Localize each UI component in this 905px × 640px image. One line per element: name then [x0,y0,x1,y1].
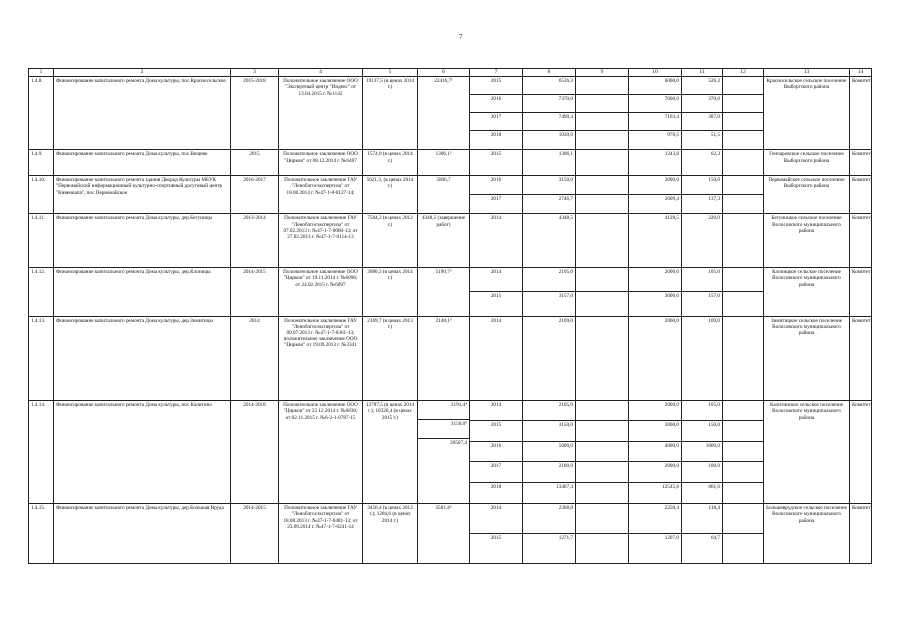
table-row [29,214,872,268]
funding-year: 2016 [470,176,522,195]
col-header: 7 [470,69,523,77]
estimated-cost: 12787,5 (в ценах 2014 г.); 10320,4 (в ценах 2015 г.) [363,401,418,504]
total-cost: 20507,4 [450,440,467,447]
year-total: 5000,0 [523,442,575,462]
executor: Зимитицкое сельское поселение Волосовского муниципального района [764,316,850,401]
year-total: 13407,4 [556,483,573,490]
work-period: 2014 [231,316,279,401]
federal-budget-cell [576,401,629,504]
object-name: Финансирование капитального ремонта Дома культуры, дер.Большая Вруда [54,504,231,564]
federal-budget [576,113,628,131]
regional-budget: 2060,0 [664,317,679,324]
total-cost: 5896,7 [418,176,470,214]
funding-year: 2014 [490,215,502,222]
regional-budget: 7103,4 [629,113,681,131]
local-budget: 861,6 [708,483,720,490]
funding-year: 2017 [490,195,502,202]
federal-budget-cell [576,214,629,268]
federal-budget [576,292,628,316]
table-row [29,77,872,150]
work-period: 2014-2015 [231,268,279,316]
executor: Первомайское сельское поселение Выборгского района [764,176,850,214]
federal-budget [576,214,628,267]
regional-budget: 2609,4 [664,195,679,202]
row-number: 1.4.10. [29,176,54,214]
col-header: 13 [764,69,850,77]
object-name: Финансирование капитального ремонта Дома культуры, пос.Красносельское [54,77,231,150]
table-row [29,401,872,504]
regional-budget: 6000,0 [629,77,681,95]
regional-budget-cell [629,77,682,150]
object-name: Финансирование капитального ремонта Дома культуры, пос.Вещево [54,150,231,176]
other-sources-cell [723,504,764,564]
total-cost: 3150,0⁵ [418,420,469,439]
other-sources [723,421,763,441]
regional-budget-cell [629,316,682,401]
federal-budget [576,176,628,195]
total-cost: 2148,1³ [418,316,470,401]
estimated-cost: 2169,7 (в ценах 2013 г.) [363,316,418,401]
year-total: 2105,0 [523,268,575,292]
executor: Большеврудское сельское поселение Волосовского муниципального района [764,504,850,564]
col-header: 12 [723,69,764,77]
total-cost: 5190,7³ [418,268,470,316]
other-sources [723,195,763,214]
local-budget: 105,0 [682,268,722,292]
year-total: 3157,0 [558,292,573,299]
funding-year: 2014 [490,317,502,324]
col-header: 8 [523,69,576,77]
year-total: 2169,0 [558,317,573,324]
local-budget-cell [682,504,723,564]
other-sources [723,77,763,95]
col-header: 4 [279,69,363,77]
col-header: 9 [576,69,629,77]
regional-budget: 3000,0 [629,176,681,195]
work-period: 2014-2018 [231,401,279,504]
local-budget: 137,3 [708,195,720,202]
regional-budget: 4128,5 [664,215,679,222]
local-budget-cell [682,268,723,316]
funding-year: 2014 [470,504,522,533]
row-number: 1.4.15. [29,504,54,564]
object-name: Финансирование капитального ремонта Дома культуры, дер.Клопицы [54,268,231,316]
regional-budget: 4000,0 [629,442,681,462]
other-sources [723,534,763,563]
row-number: 1.4.14. [29,401,54,504]
responsible-committee: Комитет [850,77,872,150]
federal-budget-cell [576,176,629,214]
work-period: 2015-2018 [231,77,279,150]
local-budget-cell [682,150,723,176]
executor: Красносельское сельское поселение Выборгского района [764,77,850,150]
year-total: 2746,7 [558,195,573,202]
year-total-cell [523,316,576,401]
other-sources [723,150,763,175]
row-number: 1.4.9. [29,150,54,176]
federal-budget [576,77,628,95]
other-sources-cell [723,176,764,214]
funding-year: 2016 [470,442,522,462]
funding-year-cell [470,268,523,316]
federal-budget [576,442,628,462]
other-sources [723,462,763,482]
regional-budget: 2250,4 [629,504,681,533]
local-budget-cell [682,316,723,401]
federal-budget [576,131,628,149]
table-row [29,150,872,176]
local-budget: 62,3 [710,151,720,158]
regional-budget-cell [629,268,682,316]
estimated-cost: 3080,3 (в ценах 2014 г.) [363,268,418,316]
page-number: 7 [459,33,463,41]
funding-year-cell [470,401,523,504]
col-header: 14 [850,69,872,77]
responsible-committee: Комитет [850,268,872,316]
year-total: 2100,0 [523,462,575,482]
other-sources [723,176,763,195]
year-total: 1271,7 [558,534,573,541]
object-name: Финансирование капитального ремонта Дома культуры, дер.Зимитицы [54,316,231,401]
local-budget: 526,3 [682,77,722,95]
local-budget-cell [682,214,723,268]
federal-budget [576,401,628,421]
funding-year: 2015 [490,292,502,299]
regional-budget: 3000,0 [629,421,681,441]
regional-budget: 2000,0 [629,462,681,482]
executor: Клопицкое сельское поселение Волосовского муниципального района [764,268,850,316]
year-total-cell [523,77,576,150]
col-header: 6 [418,69,470,77]
executor: Калитинское сельское поселение Волосовского муниципального района [764,401,850,504]
funding-year: 2016 [470,95,522,113]
object-name: Финансирование капитального ремонта Дома культуры, дер.Бегуницы [54,214,231,268]
federal-budget [576,504,628,533]
local-budget: 109,0 [708,317,720,324]
expert-conclusion: Положительное заключение ГАУ "Леноблгосэкспертиза" от 09.07.2013 г. №47-1-7-0361-13; положительное заключение ООО "Циркон" от 19.09.2013 г. №3341 [279,316,363,401]
row-number: 1.4.13. [29,316,54,401]
regional-budget-cell [629,214,682,268]
total-cost-cell [418,401,470,504]
local-budget: 150,0 [682,176,722,195]
regional-budget-cell [629,150,682,176]
table-row [29,268,872,316]
expert-conclusion: Положительное заключение ГАУ "Леноблгосэкспертиза" от 18.06.2014 г. №47-1-8-0127-14; [279,176,363,214]
local-budget: 387,0 [682,113,722,131]
regional-budget-cell [629,504,682,564]
row-number: 1.4.11. [29,214,54,268]
other-sources [723,131,763,149]
estimated-cost: 5621,3, (в ценах 2014 г.) [363,176,418,214]
federal-budget [576,195,628,214]
funding-year-cell [470,316,523,401]
funding-year: 2015 [490,534,502,541]
expert-conclusion: Положительное заключение ООО "Циркон" от 08.12.2014 г. №6487 [279,150,363,176]
regional-budget: 2000,0 [629,268,681,292]
executor: Гончаровское сельское поселение Выборгского района [764,150,850,176]
object-name: Финансирование капитального ремонта здания Дворца Культуры МБУК "Первомайский информационный культурно-спортивный досуговый центр "Кивеннапа", пос.Первомайское [54,176,231,214]
work-period: 2013-2014 [231,214,279,268]
col-header: 5 [363,69,418,77]
funding-year: 2015 [490,151,502,158]
regional-budget: 12545,8 [662,483,679,490]
estimated-cost: 3456,4 (в ценах 2013 г.); 1284,6 (в ценах 2014 г.) [363,504,418,564]
regional-budget: 1207,0 [664,534,679,541]
local-budget: 220,0 [708,215,720,222]
year-total-cell [523,214,576,268]
other-sources [723,317,763,401]
local-budget: 64,7 [710,534,720,541]
regional-budget-cell [629,401,682,504]
other-sources [723,442,763,462]
funding-year-cell [470,504,523,564]
local-budget: 370,0 [682,95,722,113]
federal-budget [576,483,628,503]
total-cost: 1306,1² [418,150,470,176]
other-sources-cell [723,268,764,316]
federal-budget [576,462,628,482]
year-total: 3150,0 [523,176,575,195]
funding-year: 2015 [470,421,522,441]
year-total: 3150,0 [523,421,575,441]
work-period: 2014-2015 [231,504,279,564]
other-sources [723,95,763,113]
other-sources [723,214,763,267]
year-total-cell [523,150,576,176]
estimated-cost: 7584,2 (в ценах 2012 г.) [363,214,418,268]
regional-budget-cell [629,176,682,214]
year-total: 6536,3 [523,77,575,95]
executor: Бегуницкое сельское поселение Волосовского муниципального района [764,214,850,268]
year-total: 7490,4 [523,113,575,131]
year-total-cell [523,401,576,504]
regional-budget: 1243,8 [664,151,679,158]
funding-year-cell [470,150,523,176]
local-budget: 157,0 [708,292,720,299]
col-header: 2 [54,69,231,77]
row-number: 1.4.12. [29,268,54,316]
other-sources [723,113,763,131]
funding-year: 2014 [470,268,522,292]
other-sources [723,292,763,316]
regional-budget: 7000,0 [629,95,681,113]
federal-budget [576,534,628,563]
federal-budget-cell [576,268,629,316]
year-total: 7370,0 [523,95,575,113]
local-budget: 1000,0 [682,442,722,462]
year-total: 4348,5 [558,215,573,222]
work-period: 2015 [231,150,279,176]
local-budget: 150,0 [682,421,722,441]
program-table [28,68,872,564]
year-total-cell [523,176,576,214]
year-total: 1030,0 [558,132,573,139]
funding-year: 2018 [490,132,502,139]
col-header: 10 [629,69,682,77]
federal-budget [576,268,628,292]
federal-budget [576,421,628,441]
local-budget: 105,0 [682,401,722,421]
federal-budget [576,150,628,175]
table-row [29,316,872,401]
responsible-committee: Комитет [850,316,872,401]
total-cost: 22416,7¹ [418,77,470,150]
funding-year: 2015 [470,77,522,95]
expert-conclusion: Положительное заключение ООО "Циркон" от 22.12.2014 г. №6830; от 02.11.2015 г. №6-2-1-0787-15 [279,401,363,504]
expert-conclusion: Положительное заключение ГАУ "Леноблгосэкспертиза" от 18.08.2013 г. №47-1-7-0481-13; от 23.09.2014 г. №47-1-7-0241-14 [279,504,363,564]
funding-year: 2014 [470,401,522,421]
local-budget: 51,5 [710,132,720,139]
col-header: 11 [682,69,723,77]
responsible-committee: Комитет [850,214,872,268]
year-total-cell [523,504,576,564]
funding-year-cell [470,176,523,214]
responsible-committee: Комитет [850,401,872,504]
work-period: 2016-2017 [231,176,279,214]
other-sources-cell [723,401,764,504]
total-cost: 3581,4⁶ [418,504,470,564]
other-sources-cell [723,77,764,150]
responsible-committee: Комитет [850,504,872,564]
year-total-cell [523,268,576,316]
federal-budget [576,95,628,113]
funding-year-cell [470,77,523,150]
other-sources-cell [723,214,764,268]
table-row [29,504,872,564]
funding-year: 2017 [470,113,522,131]
other-sources-cell [723,150,764,176]
local-budget: 100,0 [682,462,722,482]
federal-budget [576,317,628,401]
responsible-committee: Комитет [850,176,872,214]
regional-budget: 978,5 [667,132,679,139]
col-header: 1 [29,69,54,77]
expert-conclusion: Положительное заключение ООО "Экспертный центр "Индекс" от 13.04.2015 г. №1142 [279,77,363,150]
table-row [29,176,872,214]
estimated-cost: 19137,5 (в ценах 2014 г.) [363,77,418,150]
funding-year-cell [470,214,523,268]
federal-budget-cell [576,77,629,150]
year-total: 2368,8 [523,504,575,533]
funding-year: 2018 [490,483,502,490]
local-budget: 118,4 [682,504,722,533]
regional-budget: 3000,0 [664,292,679,299]
year-total: 2105,0 [523,401,575,421]
expert-conclusion: Положительное заключение ГАУ "Леноблгосэкспертиза" от 07.02.2013 г. №47-1-7-0060-13; от 27.02.2013 г. №47-1-7-0114-13 [279,214,363,268]
regional-budget: 2000,0 [629,401,681,421]
funding-year: 2017 [470,462,522,482]
year-total: 1306,1 [558,151,573,158]
local-budget-cell [682,176,723,214]
col-header: 3 [231,69,279,77]
expert-conclusion: Положительное заключение ООО "Циркон" от 19.11.2014 г. №6096; от 24.02.2015 г. №6097 [279,268,363,316]
local-budget-cell [682,401,723,504]
responsible-committee: Комитет [850,150,872,176]
other-sources [723,401,763,421]
local-budget-cell [682,77,723,150]
other-sources [723,504,763,533]
total-cost: 2191,4⁴ [418,401,469,420]
total-cost: 4348,5 (завершение работ) [418,214,470,268]
row-number: 1.4.8. [29,77,54,150]
object-name: Финансирование капитального ремонта Дома культуры, пос.Калитино [54,401,231,504]
other-sources [723,268,763,292]
other-sources-cell [723,316,764,401]
federal-budget-cell [576,316,629,401]
federal-budget-cell [576,150,629,176]
other-sources [723,483,763,503]
estimated-cost: 1574,0 (в ценах 2014 г.) [363,150,418,176]
federal-budget-cell [576,504,629,564]
header-row [29,69,872,77]
